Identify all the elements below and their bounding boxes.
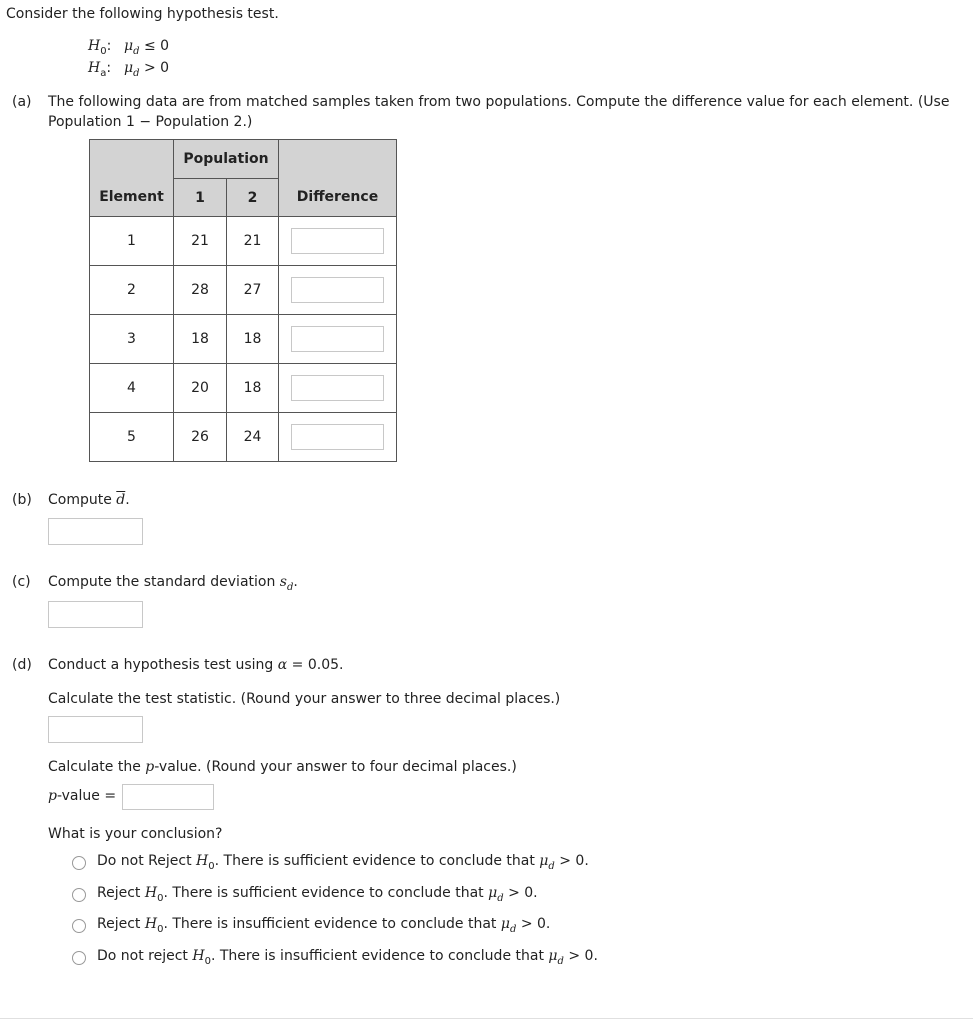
table-row [90, 315, 397, 364]
part-b-label: (b) [12, 492, 32, 508]
pvalue-prompt: Calculate the p-value. (Round your answer to four decimal places.) [48, 759, 517, 775]
pop2-cell: 21 [227, 217, 279, 266]
difference-input[interactable] [291, 424, 384, 450]
option-1-label: Do not Reject $H_0$. There is sufficient evidence to conclude that $\mu_d > 0$. [97, 853, 589, 872]
part-c-label: (c) [12, 574, 31, 590]
pop1-cell: 21 [174, 217, 227, 266]
pop2-header: 2 [227, 179, 279, 217]
sd-input[interactable] [48, 601, 143, 628]
part-a-text-2: Population 1 − Population 2.) [48, 114, 253, 130]
element-header: Element [90, 179, 174, 217]
table-corner-right [279, 140, 397, 179]
alternative-hypothesis: $H_a$: $\mu_d > 0$ [88, 60, 170, 79]
population-header: Population [174, 140, 279, 179]
difference-cell [279, 364, 397, 413]
element-cell: 3 [90, 315, 174, 364]
pop1-cell: 26 [174, 413, 227, 462]
difference-input[interactable] [291, 326, 384, 352]
pop2-cell: 18 [227, 364, 279, 413]
pop1-cell: 20 [174, 364, 227, 413]
d-bar-symbol: $\overline{d}$ [116, 492, 126, 508]
difference-cell [279, 217, 397, 266]
part-d-label: (d) [12, 657, 32, 673]
difference-input[interactable] [291, 375, 384, 401]
difference-cell [279, 315, 397, 364]
test-stat-input[interactable] [48, 716, 143, 743]
element-cell: 5 [90, 413, 174, 462]
option-4-label: Do not reject $H_0$. There is insufficient evidence to conclude that $\mu_d > 0$. [97, 948, 598, 967]
difference-input[interactable] [291, 228, 384, 254]
intro-text: Consider the following hypothesis test. [6, 6, 279, 22]
table-row [90, 364, 397, 413]
difference-cell [279, 413, 397, 462]
bottom-divider [0, 1018, 973, 1019]
difference-input[interactable] [291, 277, 384, 303]
difference-cell [279, 266, 397, 315]
part-a-text-1: The following data are from matched samples taken from two populations. Compute the difference value for each element. (Use [48, 94, 950, 110]
table-corner [90, 140, 174, 179]
pop2-cell: 24 [227, 413, 279, 462]
pop2-cell: 27 [227, 266, 279, 315]
conclusion-question: What is your conclusion? [48, 826, 223, 842]
pop1-cell: 28 [174, 266, 227, 315]
test-stat-prompt: Calculate the test statistic. (Round your answer to three decimal places.) [48, 691, 561, 707]
table-row [90, 217, 397, 266]
table-row [90, 413, 397, 462]
option-1-radio[interactable] [72, 856, 86, 870]
null-hypothesis: $H_0$: $\mu_d \le 0$ [88, 38, 170, 57]
option-2-radio[interactable] [72, 888, 86, 902]
element-cell: 2 [90, 266, 174, 315]
table-row [90, 266, 397, 315]
option-3-radio[interactable] [72, 919, 86, 933]
option-2-label: Reject $H_0$. There is sufficient evidence to conclude that $\mu_d > 0$. [97, 885, 538, 904]
element-cell: 1 [90, 217, 174, 266]
pvalue-input[interactable] [122, 784, 214, 810]
data-table [89, 139, 397, 462]
option-4-radio[interactable] [72, 951, 86, 965]
pvalue-label: p-value = [48, 788, 117, 804]
element-cell: 4 [90, 364, 174, 413]
part-c-text: Compute the standard deviation $s_d$. [48, 574, 298, 593]
part-a-label: (a) [12, 94, 32, 110]
pop1-cell: 18 [174, 315, 227, 364]
d-bar-input[interactable] [48, 518, 143, 545]
pop2-cell: 18 [227, 315, 279, 364]
pop1-header: 1 [174, 179, 227, 217]
option-3-label: Reject $H_0$. There is insufficient evidence to conclude that $\mu_d > 0$. [97, 916, 551, 935]
part-d-text: Conduct a hypothesis test using α = 0.05. [48, 657, 344, 673]
difference-header: Difference [279, 179, 397, 217]
part-b-text: Compute $\overline{d}$. [48, 492, 130, 508]
